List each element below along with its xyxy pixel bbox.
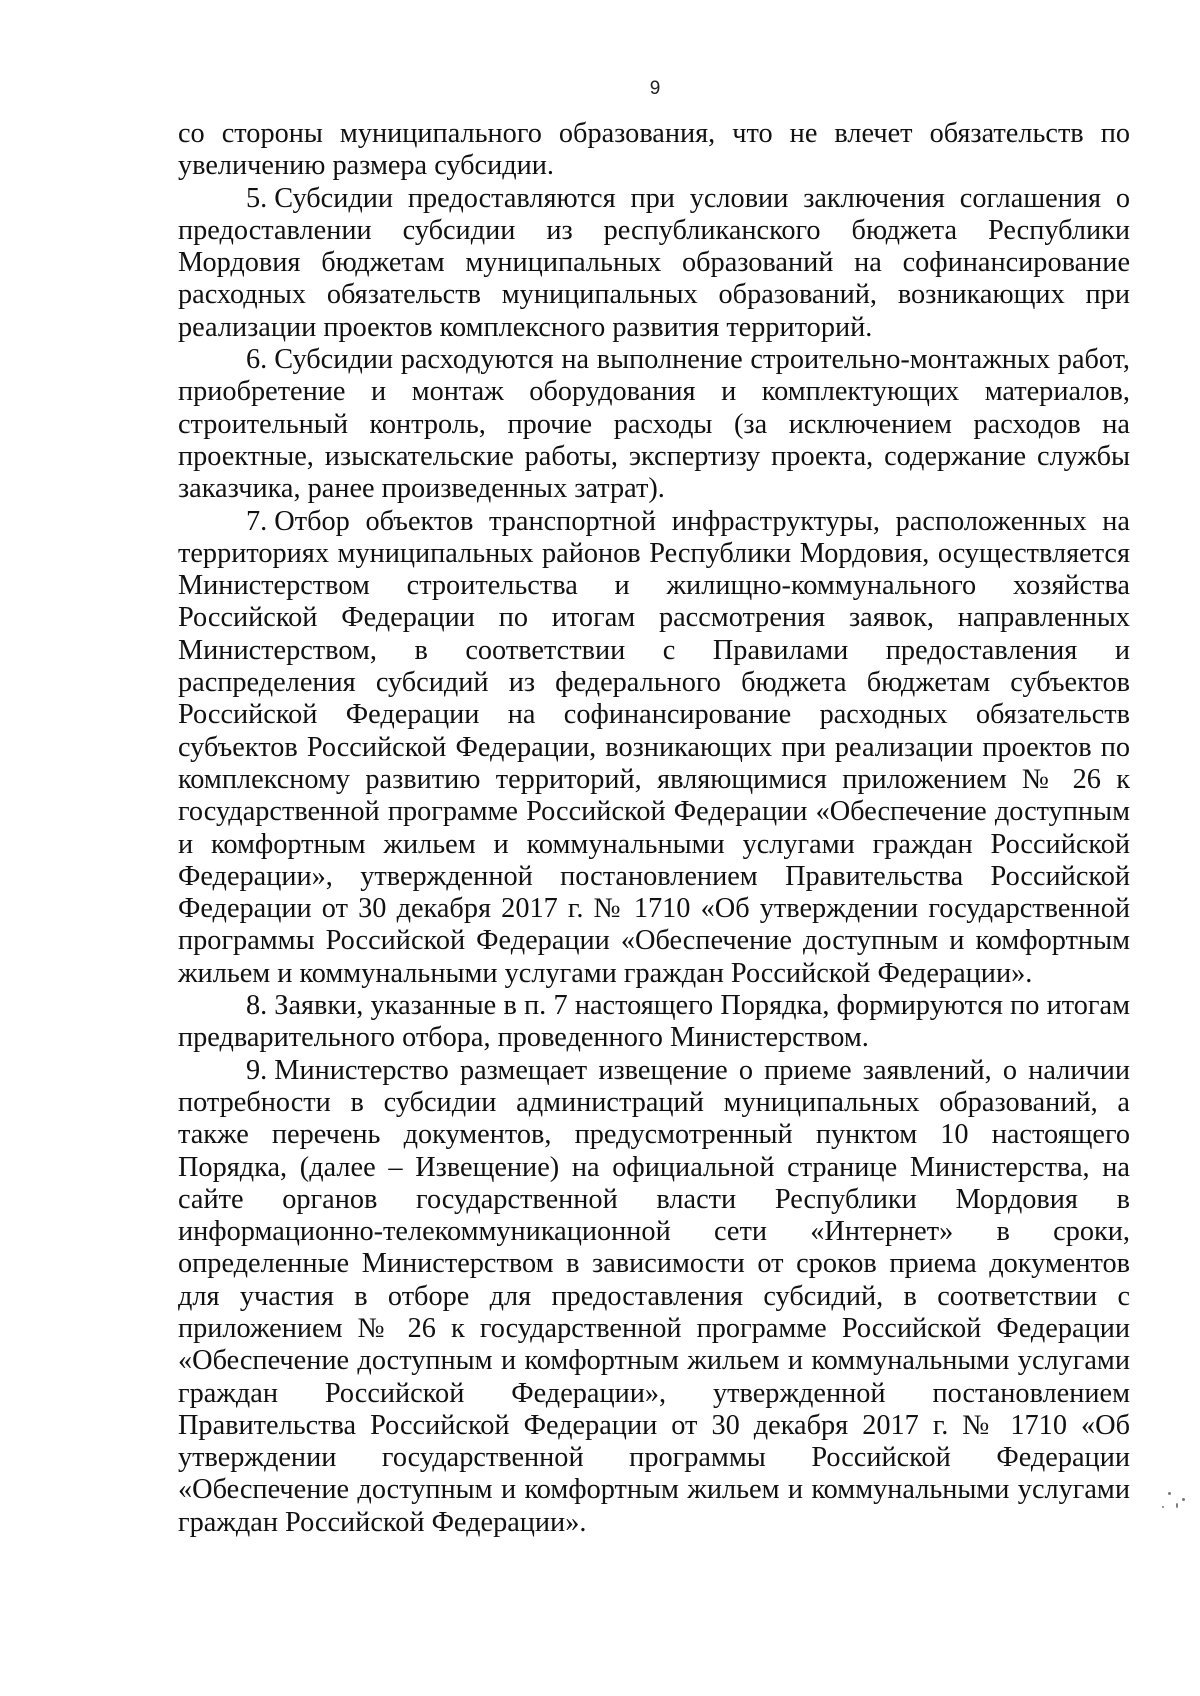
paragraph-text: Отбор объектов транспортной инфраструктуры, расположенных на территориях муниципальных районов Республики Мордовия, осуществляется Министерством строительства и жилищно-коммунального хозяйства Российской Федерации по итогам рассмотрения заявок, направленных Министерством, в соответствии с Правилами предоставления и распределения субсидий из федерального бюджета бюджетам субъектов Российской Федерации на софинансирование расходных обязательств субъектов Российской Федерации, возникающих при реализации проектов по комплексному развитию территорий, являющимися приложением № 26 к государственной программе Российской Федерации «Обеспечение доступным и комфортным жильем и коммунальными услугами граждан Российской Федерации», утвержденной постановлением Правительства Российской Федерации от 30 декабря 2017 г. № 1710 «Об утверждении государственной программы Российской Федерации «Обеспечение доступным и комфортным жильем и коммунальными услугами граждан Российской Федерации». — [178, 505, 1130, 989]
paragraph-text: Заявки, указанные в п. 7 настоящего Порядка, формируются по итогам предварительного отбора, проведенного Министерством. — [178, 990, 1130, 1054]
paragraph-number: 9. — [246, 1054, 268, 1086]
paragraph-6 — [178, 344, 1130, 505]
scan-speck — [1176, 1503, 1178, 1508]
paragraph-number: 5. — [246, 182, 268, 214]
page-number: 9 — [649, 78, 661, 99]
scan-speck — [1162, 1506, 1164, 1508]
paragraph-text: со стороны муниципального образования, что не влечет обязательств по увеличению размера субсидии. — [178, 118, 1130, 182]
scan-speck — [1168, 1492, 1171, 1495]
paragraph-number: 7. — [246, 505, 268, 537]
paragraph-8 — [178, 990, 1130, 1055]
paragraph-text: Субсидии предоставляются при условии заключения соглашения о предоставлении субсидии из республиканского бюджета Республики Мордовия бюджетам муниципальных образований на софинансирование расходных обязательств муниципальных образований, возникающих при реализации проектов комплексного развития территорий. — [178, 182, 1130, 343]
paragraph-continuation — [178, 118, 1130, 183]
document-body — [178, 118, 1130, 1539]
paragraph-text: Субсидии расходуются на выполнение строительно-монтажных работ, приобретение и монтаж оборудования и комплектующих материалов, строительный контроль, прочие расходы (за исключением расходов на проектные, изыскательские работы, экспертизу проекта, содержание службы заказчика, ранее произведенных затрат). — [178, 344, 1130, 505]
paragraph-number: 8. — [246, 990, 268, 1022]
paragraph-5 — [178, 183, 1130, 344]
paragraph-number: 6. — [246, 344, 268, 376]
scan-speck — [1182, 1498, 1185, 1501]
paragraph-text: Министерство размещает извещение о приеме заявлений, о наличии потребности в субсидии администраций муниципальных образований, а также перечень документов, предусмотренный пунктом 10 настоящего Порядка, (далее – Извещение) на официальной странице Министерства, на сайте органов государственной власти Республики Мордовия в информационно-телекоммуникационной сети «Интернет» в сроки, определенные Министерством в зависимости от сроков приема документов для участия в отборе для предоставления субсидий, в соответствии с приложением № 26 к государственной программе Российской Федерации «Обеспечение доступным и комфортным жильем и коммунальными услугами граждан Российской Федерации», утвержденной постановлением Правительства Российской Федерации от 30 декабря 2017 г. № 1710 «Об утверждении государственной программы Российской Федерации «Обеспечение доступным и комфортным жильем и коммунальными услугами граждан Российской Федерации». — [178, 1054, 1130, 1538]
paragraph-7 — [178, 506, 1130, 990]
paragraph-9 — [178, 1055, 1130, 1539]
